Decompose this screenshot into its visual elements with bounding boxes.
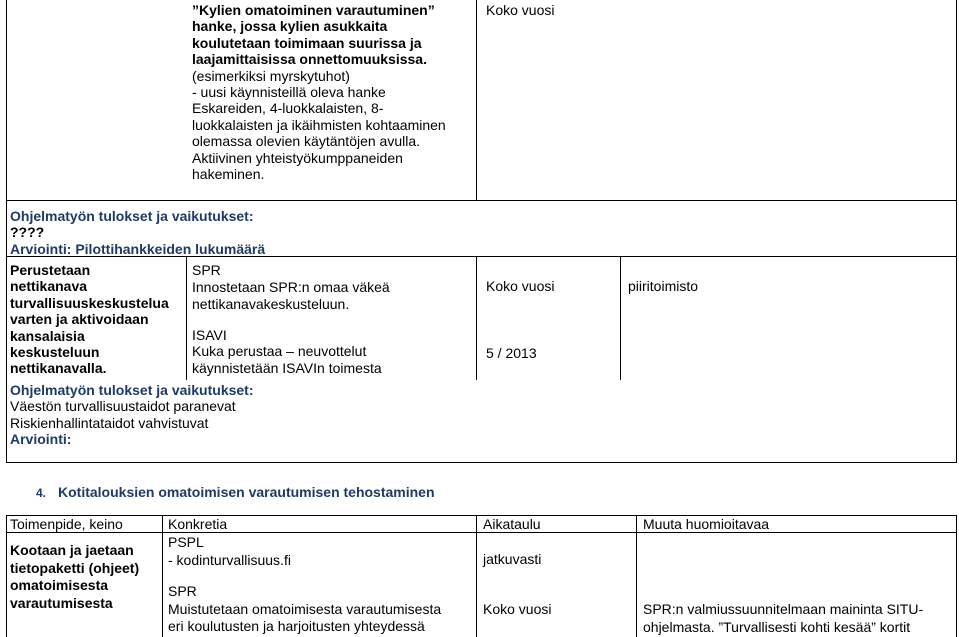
spl-concrete xyxy=(168,534,291,569)
cell-border xyxy=(6,515,957,516)
column-header: Konkretia xyxy=(168,516,228,532)
cell-border xyxy=(620,256,621,380)
spr-schedule: Koko vuosi xyxy=(483,601,552,617)
section-number: 4. xyxy=(36,486,47,500)
results-value: ???? xyxy=(10,224,45,241)
spr-concrete xyxy=(192,262,390,312)
result-line: Riskienhallintataidot vahvistuvat xyxy=(10,414,209,431)
description-line: (esimerkiksi myrskytuhot) xyxy=(192,67,350,84)
concrete-line: Innostetaan SPR:n omaa väkeä xyxy=(192,279,390,296)
column-header: Muuta huomioitavaa xyxy=(643,516,770,532)
evaluation-label: Arviointi: Pilottihankkeiden lukumäärä xyxy=(10,240,266,257)
concrete-line: - kodinturvallisuus.fi xyxy=(168,551,291,568)
description-line: olemassa olevien käytäntöjen avulla. xyxy=(192,133,421,150)
concrete-line: eri koulutusten ja harjoitusten yhteydessä xyxy=(168,618,425,634)
description-line: laajamittaisissa onnettomuuksissa. xyxy=(192,51,427,68)
top-results xyxy=(10,208,265,257)
cell-border xyxy=(6,462,957,463)
cell-border xyxy=(956,515,957,637)
measure-line: tietopaketti (ohjeet) xyxy=(10,559,140,576)
description-line: luokkalaisten ja ikäihmisten kohtaaminen xyxy=(192,116,446,133)
measure-line: Perustetaan xyxy=(10,262,91,278)
organization-label: SPR xyxy=(192,262,221,278)
project-description xyxy=(192,2,446,182)
concrete-line: Muistutetaan omatoimisesta varautumisesta xyxy=(168,600,442,617)
note-line: SPR:n valmiussuunnitelmaan maininta SITU- xyxy=(643,601,924,617)
cell-border xyxy=(162,515,163,637)
measure-description xyxy=(10,542,139,612)
description-line: koulutetaan toimimaan suurissa ja xyxy=(192,34,422,51)
concrete-line: nettikanavakeskusteluun. xyxy=(192,295,350,312)
result-line: Väestön turvallisuustaidot paranevat xyxy=(10,398,236,415)
organization-label: SPR xyxy=(168,583,197,599)
description-line: - uusi käynnisteillä oleva hanke xyxy=(192,84,386,101)
description-line: hanke, jossa kylien asukkaita xyxy=(192,18,388,35)
results-label: Ohjelmatyön tulokset ja vaikutukset: xyxy=(10,208,254,224)
cell-border xyxy=(6,0,7,200)
measure-line: varten ja aktivoidaan xyxy=(10,311,149,328)
cell-border xyxy=(6,532,957,533)
measure-line: omatoimisesta xyxy=(10,577,109,593)
spr-concrete xyxy=(168,583,441,636)
cell-border xyxy=(956,0,957,462)
column-header: Aikataulu xyxy=(483,516,541,532)
note-line: ohjelmasta. ”Turvallisesti kohti kesää” kortit xyxy=(643,618,911,635)
cell-border xyxy=(6,515,7,637)
description-line: Aktiivinen yhteistyökumppaneiden xyxy=(192,149,403,166)
measure-line: varautumisesta xyxy=(10,594,113,611)
cell-border xyxy=(636,515,637,637)
measure-description xyxy=(10,262,169,377)
spr-schedule: Koko vuosi xyxy=(486,278,555,294)
section-title: Kotitalouksien omatoimisen varautumisen tehostaminen xyxy=(58,484,435,500)
cell-border xyxy=(186,256,187,380)
cell-border xyxy=(476,515,477,637)
top-schedule: Koko vuosi xyxy=(486,2,555,18)
cell-border xyxy=(476,0,477,200)
cell-border xyxy=(476,256,477,380)
concrete-line: käynnistetään ISAVIn toimesta xyxy=(192,359,382,376)
measure-line: Kootaan ja jaetaan xyxy=(10,542,134,558)
evaluation-label: Arviointi: xyxy=(10,431,72,448)
measure-line: turvallisuuskeskustelua xyxy=(10,294,169,311)
column-header: Toimenpide, keino xyxy=(10,516,123,532)
concrete-line: Kuka perustaa – neuvottelut xyxy=(192,343,367,360)
measure-line: nettikanava xyxy=(10,278,88,295)
results-label: Ohjelmatyön tulokset ja vaikutukset: xyxy=(10,382,254,398)
measure-line: kansalaisia xyxy=(10,327,85,344)
isavi-schedule: 5 / 2013 xyxy=(486,345,537,361)
cell-border xyxy=(6,200,7,256)
spl-schedule: jatkuvasti xyxy=(483,551,542,567)
spr-note: piiritoimisto xyxy=(628,278,699,294)
measure-line: keskusteluun xyxy=(10,344,100,361)
cell-border xyxy=(6,200,957,201)
cell-border xyxy=(6,256,7,462)
middle-results xyxy=(10,382,254,448)
spr-note xyxy=(643,601,923,636)
description-line: ”Kylien omatoiminen varautuminen” xyxy=(192,2,435,18)
description-line: hakeminen. xyxy=(192,166,265,183)
isavi-concrete xyxy=(192,327,382,376)
organization-label: ISAVI xyxy=(192,327,227,343)
section-heading xyxy=(36,484,435,501)
organization-label: PSPL xyxy=(168,534,204,550)
measure-line: nettikanavalla. xyxy=(10,360,107,377)
description-line: Eskareiden, 4-luokkalaisten, 8- xyxy=(192,100,384,117)
